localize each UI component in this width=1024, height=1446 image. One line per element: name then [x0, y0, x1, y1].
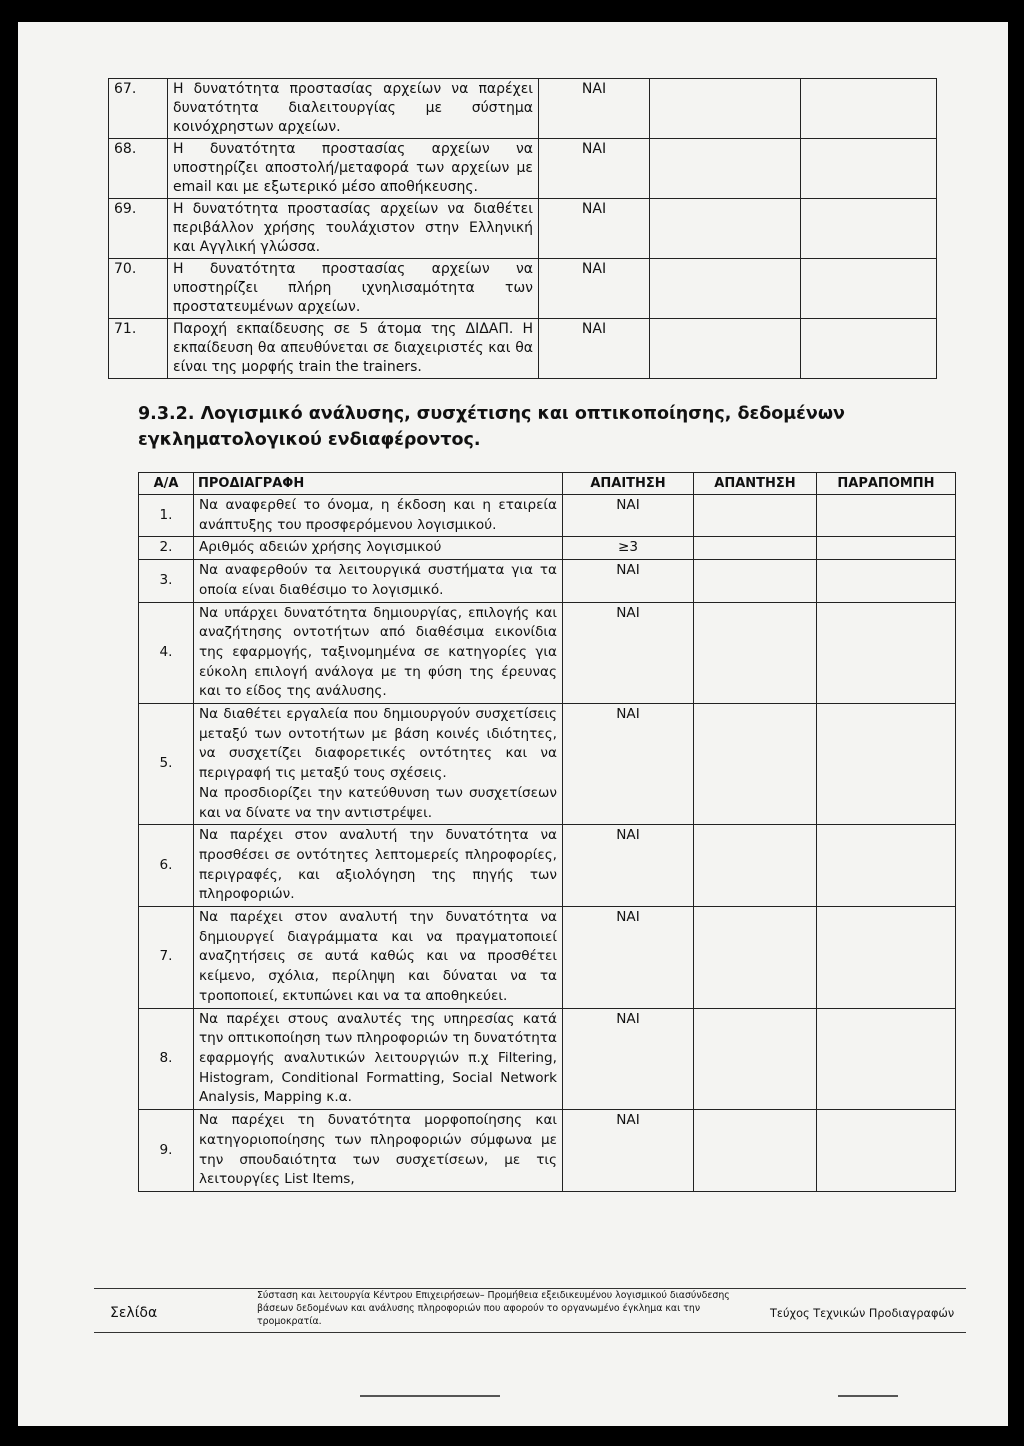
row-number: 8.	[139, 1008, 194, 1110]
row-answer	[694, 907, 817, 1009]
row-requirement: ΝΑΙ	[563, 1110, 694, 1192]
table-row	[139, 704, 956, 825]
row-description: Η δυνατότητα προστασίας αρχείων να υποστηρίζει πλήρη ιχνηλισαμότητα των προστατευμένων αρχείων.	[168, 259, 539, 319]
row-description-text: Να διαθέτει εργαλεία που δημιουργούν συσχετίσεις μεταξύ των οντοτήτων με βάση κοινές ιδιότητες, να συσχετίζει διαφορετικές οντότητες και να περιγραφή τις μεταξύ τους σχέσεις.	[199, 706, 557, 782]
row-reference	[817, 825, 956, 907]
row-answer	[650, 319, 801, 379]
row-description: Η δυνατότητα προστασίας αρχείων να παρέχει δυνατότητα διαλειτουργίας με σύστημα κοινόχρηστων αρχείων.	[168, 79, 539, 139]
row-description	[194, 1008, 563, 1110]
row-description: Παροχή εκπαίδευσης σε 5 άτομα της ΔΙΔΑΠ. Η εκπαίδευση θα απευθύνεται σε διαχειριστές και θα είναι της μορφής train the trainers.	[168, 319, 539, 379]
row-reference	[817, 1008, 956, 1110]
row-number: 67.	[109, 79, 168, 139]
row-requirement: ΝΑΙ	[539, 199, 650, 259]
row-answer	[650, 79, 801, 139]
row-reference	[817, 907, 956, 1009]
row-description-text: Να παρέχει τη δυνατότητα μορφοποίησης και κατηγοριοποίησης των πληροφοριών σύμφωνα με την σπουδαιότητα των συσχετίσεων, με τις λειτουργίες List Items,	[199, 1112, 557, 1188]
row-answer	[650, 139, 801, 199]
table-row	[139, 1008, 956, 1110]
row-description-text: Να παρέχει στον αναλυτή την δυνατότητα να δημιουργεί διαγράμματα και να πραγματοποιεί αναζητήσεις σε αυτά καθώς και να προσθέτει κείμενο, σχόλια, περίληψη και δύναται να τα τροποποιεί, εκτυπώνει και να τα αποθηκεύει.	[199, 909, 557, 1004]
row-reference	[817, 537, 956, 560]
row-answer	[694, 560, 817, 602]
row-requirement: ΝΑΙ	[539, 79, 650, 139]
row-number: 3.	[139, 560, 194, 602]
row-requirement: ΝΑΙ	[539, 259, 650, 319]
table-row	[139, 537, 956, 560]
row-description	[194, 907, 563, 1009]
row-description	[194, 602, 563, 704]
table-row	[139, 602, 956, 704]
table-row	[109, 139, 937, 199]
row-requirement: ΝΑΙ	[563, 907, 694, 1009]
row-number: 9.	[139, 1110, 194, 1192]
row-reference	[801, 139, 937, 199]
row-requirement: ΝΑΙ	[539, 139, 650, 199]
row-description	[194, 537, 563, 560]
row-description-text: Να αναφερθεί το όνομα, η έκδοση και η εταιρεία ανάπτυξης του προσφερόμενου λογισμικού.	[199, 497, 557, 533]
row-requirement: ΝΑΙ	[563, 560, 694, 602]
row-reference	[817, 602, 956, 704]
header-aa: Α/Α	[139, 473, 194, 495]
row-description-text: Να αναφερθούν τα λειτουργικά συστήματα για τα οποία είναι διαθέσιμο το λογισμικό.	[199, 562, 557, 598]
row-description-text-2: Να προσδιορίζει την κατεύθυνση των συσχετίσεων και να δίνατε να την αντιστρέψει.	[199, 784, 557, 821]
row-reference	[817, 560, 956, 602]
table-row	[139, 560, 956, 602]
row-answer	[650, 259, 801, 319]
requirements-table-continued	[108, 78, 937, 379]
row-number: 2.	[139, 537, 194, 560]
row-description-text: Να παρέχει στους αναλυτές της υπηρεσίας κατά την οπτικοποίηση των πληροφοριών τη δυνατότητα εφαρμογής αναλυτικών λειτουργιών π.χ Filtering, Histogram, Conditional Formatting, Social Network Analysis, Mapping κ.α.	[199, 1010, 557, 1106]
row-reference	[817, 704, 956, 825]
row-number: 5.	[139, 704, 194, 825]
section-heading: 9.3.2. Λογισμικό ανάλυσης, συσχέτισης και οπτικοποίησης, δεδομένων εγκληματολογικού ενδιαφέροντος.	[138, 404, 845, 450]
row-reference	[801, 79, 937, 139]
table-row	[109, 259, 937, 319]
footer-document-title: Τεύχος Τεχνικών Προδιαγραφών	[770, 1307, 955, 1320]
row-description	[194, 560, 563, 602]
row-description	[194, 825, 563, 907]
row-answer	[694, 825, 817, 907]
row-answer	[694, 1110, 817, 1192]
header-reference: ΠΑΡΑΠΟΜΠΗ	[817, 473, 956, 495]
row-reference	[801, 199, 937, 259]
row-description-text: Να υπάρχει δυνατότητα δημιουργίας, επιλογής και αναζήτησης οντοτήτων από διαθέσιμα εικονίδια της εφαρμογής, ταξινομημένα σε κατηγορίες για εύκολη επιλογή ανάλογα με τη φύση της έρευνας και το είδος της ανάλυσης.	[199, 604, 557, 700]
row-reference	[817, 495, 956, 537]
header-answer: ΑΠΑΝΤΗΣΗ	[694, 473, 817, 495]
row-number: 69.	[109, 199, 168, 259]
table-row	[139, 825, 956, 907]
row-number: 7.	[139, 907, 194, 1009]
row-description: Η δυνατότητα προστασίας αρχείων να υποστηρίζει αποστολή/μεταφορά των αρχείων με email και με εξωτερικό μέσο αποθήκευσης.	[168, 139, 539, 199]
table-row	[139, 907, 956, 1009]
row-requirement: ΝΑΙ	[539, 319, 650, 379]
row-requirement: ΝΑΙ	[563, 825, 694, 907]
row-answer	[694, 704, 817, 825]
software-requirements-table	[138, 472, 956, 1192]
row-description	[194, 495, 563, 537]
row-requirement: ≥3	[563, 537, 694, 560]
row-number: 6.	[139, 825, 194, 907]
row-answer	[694, 602, 817, 704]
header-specification: ΠΡΟΔΙΑΓΡΑΦΗ	[194, 473, 563, 495]
table-header-row	[139, 473, 956, 495]
row-description-text: Να παρέχει στον αναλυτή την δυνατότητα να προσθέσει σε οντότητες λεπτομερείς πληροφορίες, περιγραφές, και αξιολόγηση της πηγής των πληροφοριών.	[199, 827, 557, 903]
header-requirement: ΑΠΑΙΤΗΣΗ	[563, 473, 694, 495]
table-row	[109, 79, 937, 139]
row-number: 71.	[109, 319, 168, 379]
table-row	[139, 495, 956, 537]
row-answer	[694, 495, 817, 537]
row-description	[194, 1110, 563, 1192]
row-description-text: Αριθμός αδειών χρήσης λογισμικού	[199, 539, 442, 556]
row-requirement: ΝΑΙ	[563, 1008, 694, 1110]
row-requirement: ΝΑΙ	[563, 495, 694, 537]
table-row	[109, 199, 937, 259]
row-description: Η δυνατότητα προστασίας αρχείων να διαθέτει περιβάλλον χρήσης τουλάχιστον στην Ελληνική και Αγγλική γλώσσα.	[168, 199, 539, 259]
row-answer	[694, 537, 817, 560]
document-page	[18, 22, 1008, 1426]
row-requirement: ΝΑΙ	[563, 602, 694, 704]
row-requirement: ΝΑΙ	[563, 704, 694, 825]
table-row	[139, 1110, 956, 1192]
table-row	[109, 319, 937, 379]
row-number: 68.	[109, 139, 168, 199]
row-answer	[650, 199, 801, 259]
row-reference	[817, 1110, 956, 1192]
row-reference	[801, 319, 937, 379]
footer-project-text: Σύσταση και λειτουργία Κέντρου Επιχειρήσεων– Προμήθεια εξειδικευμένου λογισμικού διασύνδεσης βάσεων δεδομένων και ανάλυσης πληροφοριών που αφορούν το οργανωμένο έγκλημα και την τρομοκρατία.	[257, 1290, 730, 1327]
footer-page-label: Σελίδα	[110, 1305, 158, 1321]
row-number: 1.	[139, 495, 194, 537]
row-number: 70.	[109, 259, 168, 319]
row-number: 4.	[139, 602, 194, 704]
row-reference	[801, 259, 937, 319]
row-description	[194, 704, 563, 825]
row-answer	[694, 1008, 817, 1110]
